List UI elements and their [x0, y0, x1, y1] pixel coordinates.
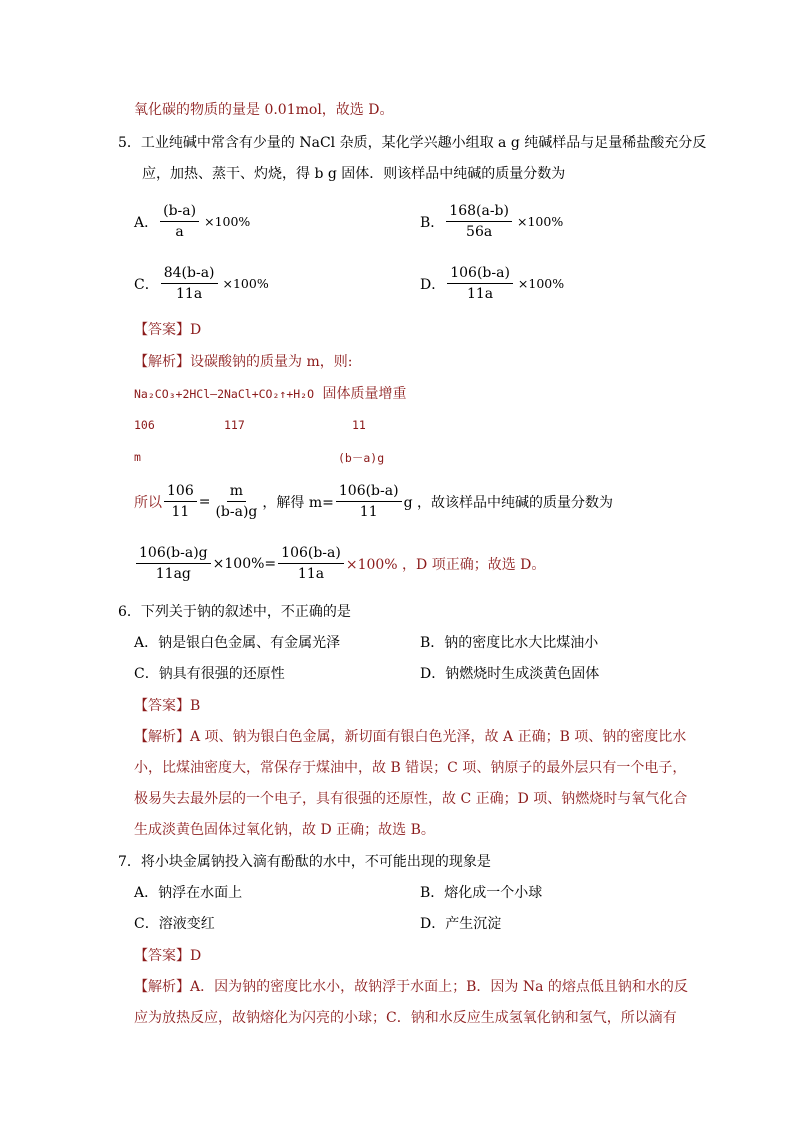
q6-explanation-line3: 极易失去最外层的一个电子，具有很强的还原性，故 C 正确；D 项、钠燃烧时与氧气化合 — [134, 791, 688, 807]
so-tail: g ，故该样品中纯碱的质量分数为 — [403, 494, 613, 511]
q6-option-a: A．钠是银白色金属、有金属光泽 — [134, 635, 341, 651]
q6-stem: 6．下列关于钠的叙述中，不正确的是 — [118, 604, 351, 620]
coef-106: 106 — [134, 418, 155, 432]
coef-11: 11 — [352, 418, 366, 432]
var-bag: (b－a)g — [338, 451, 385, 465]
q7-explanation-line1: 【解析】A．因为钠的密度比水小，故钠浮于水面上；B．因为 Na 的熔点低且钠和水的反 — [134, 979, 688, 995]
q6-option-b: B．钠的密度比水大比煤油小 — [420, 635, 599, 651]
fraction-denominator: a — [175, 224, 184, 240]
q7-stem: 7．将小块金属钠投入滴有酚酞的水中，不可能出现的现象是 — [118, 854, 491, 870]
result-tail: ×100% ，D 项正确；故选 D。 — [345, 556, 546, 573]
q6-answer: 【答案】B — [134, 698, 201, 714]
q6-option-c: C．钠具有很强的还原性 — [134, 666, 285, 682]
q6-explanation-line2: 小，比煤油密度大，常保存于煤油中，故 B 错误；C 项、钠原子的最外层只有一个电子， — [134, 760, 687, 776]
var-m: m — [134, 450, 141, 464]
fraction — [447, 264, 513, 303]
previous-explanation-tail: 氧化碳的物质的量是 0.01mol，故选 D。 — [134, 102, 394, 118]
q7-option-a: A．钠浮在水面上 — [134, 885, 243, 901]
fraction-denominator: 56a — [466, 224, 493, 240]
fraction-denominator: 11a — [297, 566, 325, 582]
q5-result-row — [134, 544, 545, 583]
q7-explanation-line2: 应为放热反应，故钠熔化为闪亮的小球；C．钠和水反应生成氢氧化钠和氢气，所以滴有 — [134, 1010, 677, 1026]
fraction-numerator: 106(b-a) — [336, 482, 402, 502]
percent-factor: ×100% — [204, 214, 251, 229]
equals-sign: = — [198, 493, 211, 510]
q5-stem-line2: 应，加热、蒸干、灼烧，得 b g 固体．则该样品中纯碱的质量分数为 — [142, 166, 566, 182]
q5-solve-row — [134, 482, 613, 521]
fraction-numerator: 84(b-a) — [161, 264, 218, 284]
fraction — [160, 202, 199, 241]
solve-text: ，解得 m= — [262, 494, 334, 511]
fraction-numerator: (b-a) — [160, 202, 199, 222]
fraction — [446, 202, 512, 241]
fraction-numerator: 106(b-a)g — [136, 544, 211, 564]
q7-answer: 【答案】D — [134, 948, 202, 964]
q5-explanation-head: 【解析】设碳酸钠的质量为 m，则: — [134, 354, 353, 370]
fraction-denominator: 11ag — [155, 566, 191, 582]
q5-option-d — [420, 264, 564, 303]
fraction-numerator: 106(b-a) — [278, 544, 344, 564]
percent-factor: ×100% — [516, 214, 564, 229]
q5-stem-line1: 5．工业纯碱中常含有少量的 NaCl 杂质，某化学兴趣小组取 a g 纯碱样品与足量稀盐酸充分反 — [118, 135, 707, 151]
fraction-numerator: m — [227, 482, 246, 502]
fraction-numerator: 106(b-a) — [447, 264, 513, 284]
q5-option-c — [134, 264, 269, 303]
option-label: C． — [134, 276, 159, 293]
coef-117: 117 — [224, 418, 245, 432]
option-label: A． — [134, 214, 159, 231]
q6-option-d: D．钠燃烧时生成淡黄色固体 — [420, 666, 600, 682]
q5-option-a — [134, 202, 250, 241]
percent-factor: ×100% — [517, 276, 565, 291]
option-label: D． — [420, 276, 446, 293]
fraction-denominator: (b-a)g — [215, 504, 258, 520]
fraction — [336, 482, 402, 521]
option-label: B． — [420, 214, 445, 231]
chemical-equation: Na₂CO₃+2HCl—2NaCl+CO₂↑+H₂O — [134, 387, 315, 401]
fraction-denominator: 11 — [359, 504, 378, 520]
fraction-denominator: 11a — [466, 286, 494, 302]
q5-option-b — [420, 202, 563, 241]
fraction — [161, 264, 218, 303]
q6-explanation-line1: 【解析】A 项、钠为银白色金属，新切面有银白色光泽，故 A 正确；B 项、钠的密度比水 — [134, 729, 687, 745]
fraction — [164, 482, 197, 521]
fraction — [278, 544, 344, 583]
so-word: 所以 — [134, 494, 162, 511]
fraction — [212, 482, 260, 521]
q5-equation-row — [134, 384, 406, 404]
q7-option-b: B．熔化成一个小球 — [420, 885, 543, 901]
fraction-numerator: 168(a-b) — [446, 202, 512, 222]
fraction — [136, 544, 211, 583]
fraction-denominator: 11 — [171, 504, 190, 520]
percent-factor: ×100% — [222, 276, 269, 291]
mass-increase-label: 固体质量增重 — [322, 386, 407, 402]
fraction-denominator: 11a — [176, 286, 203, 302]
q6-explanation-line4: 生成淡黄色固体过氧化钠，故 D 正确；故选 B。 — [134, 822, 435, 838]
q7-option-c: C．溶液变红 — [134, 916, 215, 932]
q5-answer: 【答案】D — [134, 322, 202, 338]
q7-option-d: D．产生沉淀 — [420, 916, 502, 932]
fraction-numerator: 106 — [164, 482, 197, 502]
percent-equals: ×100%= — [212, 555, 277, 572]
